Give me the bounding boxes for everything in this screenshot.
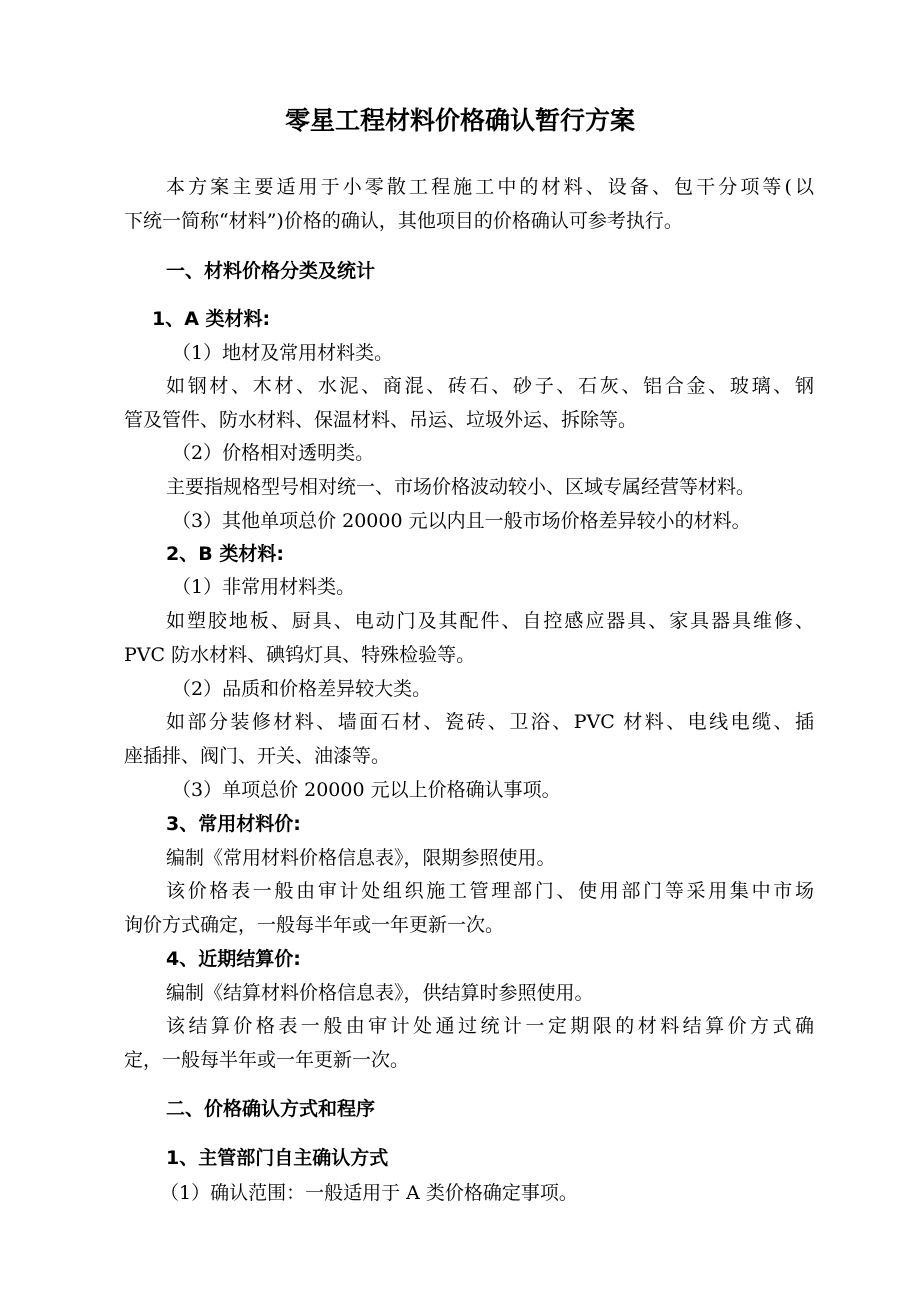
a-item3-label: （3）其他单项总价 20000 元以内且一般市场价格差异较小的材料。 bbox=[172, 510, 751, 532]
section2-sub1-item1: （1）确认范围：一般适用于 A 类价格确定事项。 bbox=[160, 1182, 578, 1204]
section1-heading: 一、材料价格分类及统计 bbox=[166, 260, 376, 282]
common-line-1: 编制《常用材料价格信息表》，限期参照使用。 bbox=[166, 847, 556, 869]
intro-line-2: 下统一简称“材料”)价格的确认，其他项目的价格确认可参考执行。 bbox=[124, 210, 683, 232]
b-item1-text-1: 如塑胶地板、厨具、电动门及其配件、自控感应器具、家具器具维修、 bbox=[166, 610, 814, 632]
b-item3-label: （3）单项总价 20000 元以上价格确认事项。 bbox=[172, 779, 561, 801]
section1-b-heading: 2、B 类材料: bbox=[166, 543, 284, 565]
section2-heading: 二、价格确认方式和程序 bbox=[166, 1098, 376, 1120]
common-text-1: 该价格表一般由审计处组织施工管理部门、使用部门等采用集中市场 bbox=[166, 880, 814, 902]
section2-sub1-heading: 1、主管部门自主确认方式 bbox=[166, 1147, 389, 1169]
recent-text-1: 该结算价格表一般由审计处通过统计一定期限的材料结算价方式确 bbox=[166, 1015, 814, 1037]
b-item2-label: （2）品质和价格差异较大类。 bbox=[172, 678, 432, 700]
b-item2-text-2: 座插排、阀门、开关、油漆等。 bbox=[124, 745, 391, 767]
section1-recent-heading: 4、近期结算价: bbox=[166, 948, 301, 970]
recent-text-2: 定，一般每半年或一年更新一次。 bbox=[124, 1049, 410, 1071]
b-item1-label: （1）非常用材料类。 bbox=[172, 576, 356, 598]
section1-common-heading: 3、常用材料价: bbox=[166, 813, 301, 835]
common-text-2: 询价方式确定，一般每半年或一年更新一次。 bbox=[124, 914, 505, 936]
page-title: 零星工程材料价格确认暂行方案 bbox=[284, 106, 635, 135]
a-item2-label: （2）价格相对透明类。 bbox=[172, 442, 375, 464]
a-item1-text-2: 管及管件、防水材料、保温材料、吊运、垃圾外运、拆除等。 bbox=[124, 409, 638, 431]
b-item2-text-1: 如部分装修材料、墙面石材、瓷砖、卫浴、PVC 材料、电线电缆、插 bbox=[166, 711, 814, 733]
a-item1-label: （1）地材及常用材料类。 bbox=[172, 342, 394, 364]
section1-a-heading: 1、A 类材料: bbox=[152, 308, 271, 330]
a-item2-text: 主要指规格型号相对统一、市场价格波动较小、区域专属经营等材料。 bbox=[166, 476, 756, 498]
a-item1-text-1: 如钢材、木材、水泥、商混、砖石、砂子、石灰、铝合金、玻璃、钢 bbox=[166, 375, 814, 397]
recent-line-1: 编制《结算材料价格信息表》，供结算时参照使用。 bbox=[166, 982, 594, 1004]
intro-line-1: 本方案主要适用于小零散工程施工中的材料、设备、包干分项等(以 bbox=[166, 176, 814, 198]
b-item1-text-2: PVC 防水材料、碘钨灯具、特殊检验等。 bbox=[124, 644, 476, 666]
